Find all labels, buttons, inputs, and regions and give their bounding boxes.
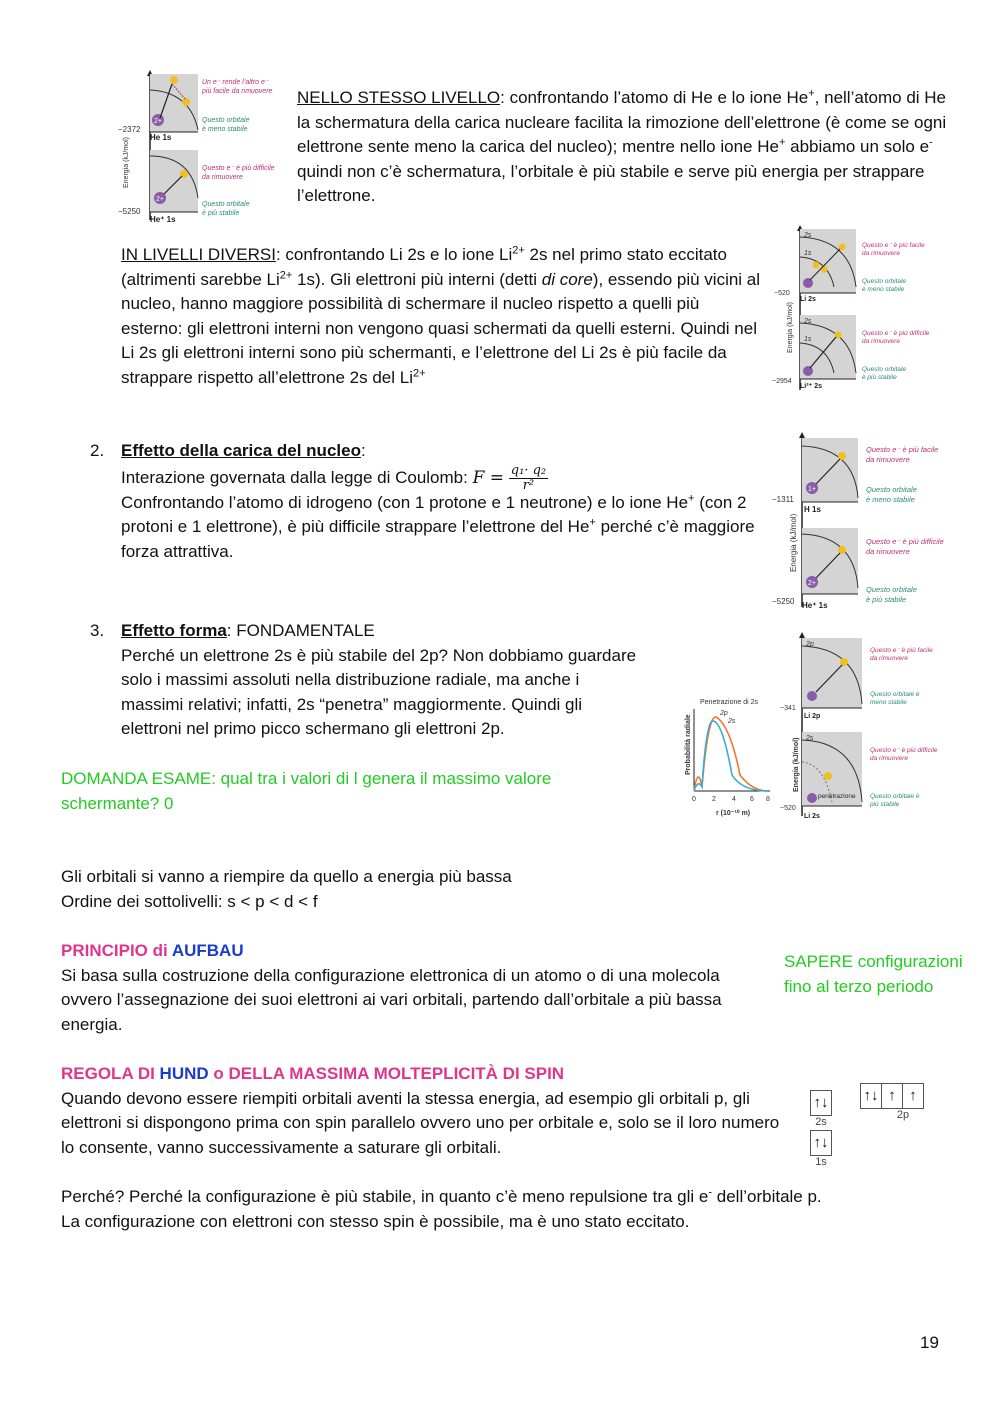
svg-text:Questo orbitale: Questo orbitale <box>862 278 907 285</box>
svg-text:2p: 2p <box>720 710 728 717</box>
svg-text:Questo orbitale: Questo orbitale <box>862 366 907 373</box>
svg-text:2p: 2p <box>806 641 814 648</box>
fig4-title: Penetrazione di 2s <box>700 699 758 706</box>
exam-question: DOMANDA ESAME: qual tra i valori di l genera il massimo valore schermante? 0 <box>61 769 552 813</box>
svg-text:8: 8 <box>766 796 770 803</box>
fig5-penetration: penetrazione <box>818 793 856 800</box>
svg-text:è più stabile: è più stabile <box>866 595 907 604</box>
orbital-box-2s: ↑↓ <box>810 1090 832 1116</box>
aufbau-body: Si basa sulla costruzione della configurazione elettronica di un atomo o di una molecola ovvero l’assegnazione dei suoi elettroni ai vari orbitali, partendo dall’orbitale a più bassa energia. <box>61 965 722 1034</box>
svg-text:Questo orbitale è: Questo orbitale è <box>870 691 920 698</box>
svg-text:è meno stabile: è meno stabile <box>202 126 248 133</box>
orbital-diagram-2p: ↑↓ ↑ ↑ 2p <box>860 1083 946 1121</box>
fig1-ylabel: Energia (kJ/mol) <box>123 137 130 188</box>
paragraph-same-level: NELLO STESSO LIVELLO: confrontando l’atomo di He e lo ione He+, nell’atomo di He la schermatura della carica nucleare facilita la rimozione dell’elettrone (è come se ogni elettrone sente meno la carica del nucleo); mentre nello ione He+ abbiamo un solo e- quindi non c’è schermatura, l’orbitale è più stabile e serve più energia per strappare l’elettrone. <box>297 87 947 205</box>
fig2-top-value: −520 <box>774 290 790 297</box>
heading-different-levels: IN LIVELLI DIVERSI <box>121 245 276 264</box>
svg-text:da rimuovere: da rimuovere <box>862 250 900 257</box>
item-3-title: Effetto forma <box>121 621 227 640</box>
svg-text:2+: 2+ <box>154 118 162 125</box>
svg-text:2s: 2s <box>728 718 736 725</box>
item-3-number: 3. <box>90 621 105 640</box>
orbitals-fill-text: Gli orbitali si vanno a riempire da quello a energia più bassa Ordine dei sottolivelli: s < p < d < f <box>61 867 512 911</box>
aufbau-title: PRINCIPIO di AUFBAU <box>61 941 244 960</box>
fig1-bottom-value: −5250 <box>118 207 141 216</box>
paragraph-different-levels: IN LIVELLI DIVERSI: confrontando Li 2s e lo ione $Li^{2+}$ 2s nel primo stato eccitato (altrimenti sarebbe $Li^{2+}$ 1s). Gli elettroni più interni (detti di core), essendo più vicini al nucleo, hanno maggiore possibilità di schermare il nucleo rispetto a quelli più esterno: gli elettroni interni non vengono quasi schermati da quelli esterni. Quindi nel Li 2s gli elettroni interni sono più schermanti, e l’elettrone del Li 2s è più facile da strappare rispetto all’elettrone 2s del $Li^{2+}$ <box>121 244 761 387</box>
fig2-ylabel: Energia (kJ/mol) <box>787 302 794 353</box>
svg-text:è più stabile: è più stabile <box>862 374 897 381</box>
svg-text:2s: 2s <box>804 318 812 325</box>
svg-text:Questo e⁻ è più difficile: Questo e⁻ è più difficile <box>870 747 938 754</box>
svg-text:da rimuovere: da rimuovere <box>870 755 908 762</box>
fig3-bottom-value: −5250 <box>772 597 795 606</box>
svg-text:da rimuovere: da rimuovere <box>866 547 910 556</box>
svg-text:più stabile: più stabile <box>870 801 900 808</box>
svg-text:Questo orbitale: Questo orbitale <box>866 485 917 494</box>
fig4-xlabel: r (10⁻¹⁰ m) <box>716 810 751 817</box>
svg-text:è meno stabile: è meno stabile <box>862 286 905 293</box>
svg-text:2s: 2s <box>804 232 812 239</box>
fig5-top-label: Li 2p <box>804 713 821 720</box>
fig5-ylabel: Energia (kJ/mol) <box>793 737 800 792</box>
figure-he-energy <box>110 70 290 225</box>
svg-text:Questo orbitale: Questo orbitale <box>202 117 250 124</box>
why-section: Perché? Perché la configurazione è più stabile, in quanto c’è meno repulsione tra gli e- dell’orbitale p. La configurazione con elettroni con stesso spin è possibile, ma è uno stato eccitato. <box>61 1186 822 1231</box>
orbital-box-2p-1: ↑↓ <box>860 1083 882 1109</box>
fig4-curve-2s <box>694 721 768 791</box>
fig3-top-value: −1311 <box>772 495 794 504</box>
svg-text:è meno stabile: è meno stabile <box>866 495 915 504</box>
svg-text:6: 6 <box>750 796 754 803</box>
item-3-body: Perché un elettrone 2s è più stabile del 2p? Non dobbiamo guardare solo i massimi assoluti nella distribuzione radiale, ma anche i massimi relativi; infatti, 2s “penetra” maggiormente. Quindi gli elettroni nel primo picco schermano gli elettroni 2p. <box>121 645 637 738</box>
coulomb-formula-lhs: F = <box>472 467 505 488</box>
svg-text:meno stabile: meno stabile <box>870 699 907 706</box>
svg-text:Questo e⁻ è più facile: Questo e⁻ è più facile <box>862 242 925 249</box>
fig2-top-label: Li 2s <box>800 296 816 303</box>
svg-text:da rimuovere: da rimuovere <box>866 455 910 464</box>
orbital-box-2p-3: ↑ <box>903 1083 924 1109</box>
heading-same-level: NELLO STESSO LIVELLO <box>297 88 501 107</box>
svg-text:Questo e⁻ è più difficile: Questo e⁻ è più difficile <box>862 330 930 337</box>
item-2-title: Effetto della carica del nucleo <box>121 441 361 460</box>
svg-text:2+: 2+ <box>156 196 164 203</box>
svg-text:0: 0 <box>692 796 696 803</box>
figure-radial-probability <box>680 695 780 820</box>
svg-text:2: 2 <box>712 796 716 803</box>
item-2-number: 2. <box>90 441 105 460</box>
svg-text:Un e⁻ rende l’altro e⁻: Un e⁻ rende l’altro e⁻ <box>202 79 269 86</box>
svg-text:da rimuovere: da rimuovere <box>202 174 243 181</box>
svg-text:più facile da rimuovere: più facile da rimuovere <box>202 88 273 95</box>
aufbau-section <box>61 939 771 1037</box>
svg-text:Questo orbitale: Questo orbitale <box>202 201 250 208</box>
svg-text:da rimuovere: da rimuovere <box>870 655 908 662</box>
coulomb-formula-fraction: $\frac{\text{q₁· q₂}}{\text{r²}}$ <box>510 462 547 493</box>
svg-text:Questo e⁻ è più facile: Questo e⁻ è più facile <box>870 647 933 654</box>
fig5-bottom-value: −520 <box>780 805 796 812</box>
fig2-bottom-value: −2954 <box>772 378 792 385</box>
fig1-top-label: He 1s <box>150 133 172 142</box>
fig1-top-value: −2372 <box>118 125 141 134</box>
page-number: 19 <box>920 1333 939 1352</box>
svg-text:Questo orbitale: Questo orbitale <box>866 585 917 594</box>
svg-text:2s: 2s <box>806 735 814 742</box>
svg-text:da rimuovere: da rimuovere <box>862 338 900 345</box>
fig3-ylabel: Energia (kJ/mol) <box>789 513 798 572</box>
fig2-bottom-label: Li²⁺ 2s <box>800 383 822 390</box>
fig4-ylabel: Probabilità radiale <box>685 714 692 775</box>
item-3-content: Effetto forma: FONDAMENTALE Perché un elettrone 2s è più stabile del 2p? Non dobbiamo guardare solo i massimi assoluti nella distribuzione radiale, ma anche i massimi relativi; infatti, 2s “penetra” maggiormente. Quindi gli elettroni nel primo picco schermano gli elettroni 2p. <box>121 619 641 742</box>
svg-text:è più stabile: è più stabile <box>202 210 240 217</box>
fig3-top-label: H 1s <box>804 505 821 514</box>
fig3-bottom-label: He⁺ 1s <box>802 601 828 610</box>
item-2-content: Effetto della carica del nucleo: Interazione governata dalla legge di Coulomb: F = $\frac{\text{q₁· q₂}}{\text{r²}}$ Confrontando l’atomo di idrogeno (con 1 protone e 1 neutrone) e lo ione He+ (con 2 protoni e 1 elettrone), è più difficile strappare l’elettrone del He+ perché c’è maggiore forza attrattiva. <box>121 441 755 561</box>
svg-text:Questo e⁻ è più facile: Questo e⁻ è più facile <box>866 445 939 454</box>
fig1-bottom-label: He⁺ 1s <box>150 215 176 224</box>
figure-li-energy <box>770 225 950 395</box>
fig5-top-value: −341 <box>780 705 796 712</box>
orbital-diagram-s: ↑↓ 2s ↑↓ 1s <box>810 1090 832 1168</box>
hund-body: Quando devono essere riempiti orbitali aventi la stessa energia, ad esempio gli orbitali p, gli elettroni si dispongono prima con spin parallelo ovvero uno per orbitale e, solo se il loro numero lo consente, vanno successivamente a saturare gli orbitali. <box>61 1088 780 1157</box>
svg-text:1s: 1s <box>804 336 812 343</box>
hund-section <box>61 1062 791 1160</box>
orbital-box-1s: ↑↓ <box>810 1130 832 1156</box>
orbital-box-2p-2: ↑ <box>882 1083 903 1109</box>
svg-text:4: 4 <box>732 796 736 803</box>
svg-text:Questo e⁻ è più difficile: Questo e⁻ è più difficile <box>202 165 275 172</box>
fig5-bottom-label: Li 2s <box>804 813 820 820</box>
svg-text:2+: 2+ <box>808 580 816 587</box>
svg-text:Questo orbitale è: Questo orbitale è <box>870 793 920 800</box>
figure-li-2p-2s <box>778 632 958 822</box>
svg-text:1+: 1+ <box>808 486 816 493</box>
figure-h-energy <box>770 432 960 612</box>
hund-title: REGOLA DI HUND o DELLA MASSIMA MOLTEPLICITÀ DI SPIN <box>61 1064 565 1083</box>
aufbau-side-note: SAPERE configurazioni fino al terzo periodo <box>784 952 963 996</box>
svg-text:1s: 1s <box>804 250 812 257</box>
svg-text:Questo e⁻ è più difficile: Questo e⁻ è più difficile <box>866 537 944 546</box>
